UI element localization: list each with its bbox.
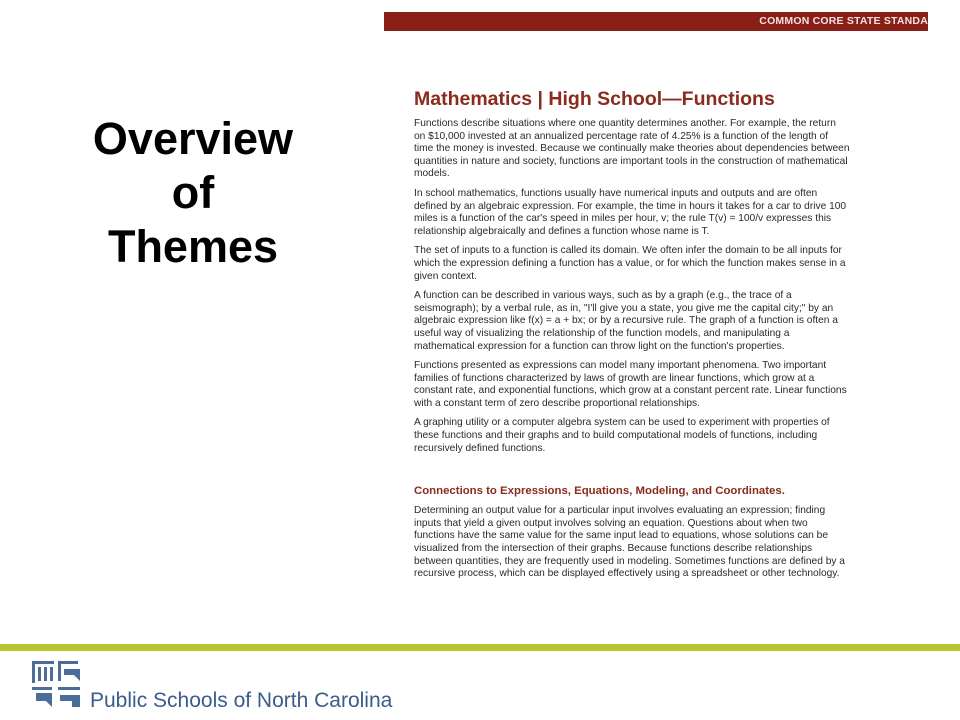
slide-title-line-2: of [171,167,215,218]
document-title: Mathematics | High School—Functions [414,88,775,110]
document-paragraph: A graphing utility or a computer algebra system can be used to experiment with properties of these functions and their graphs and to build computational models of functions, including recursively defined functions. [414,417,830,454]
document-paragraph: In school mathematics, functions usually have numerical inputs and outputs and are often defined by an algebraic expression. For example, the time in hours it takes for a car to drive 100 miles is a function of the car's speed in miles per hour, v; the rule T(v) = 100/v expresses this relationship algebraically and defines a function whose name is T. [414,187,847,237]
slide-title-line-3: Themes [107,221,279,272]
slide-title [70,112,316,274]
footer-rule [0,644,960,651]
document-paragraph: A function can be described in various ways, such as by a graph (e.g., the trace of a seismograph); by a verbal rule, as in, "I'll give you a state, you give me the capital city;" by an algebraic expression like f(x) = a + bx; or by a recursive rule. The graph of a function is often a useful way of visualizing the relationship of the function models, and manipulating a mathematical expression for a function can throw light on the function's properties. [414,290,838,352]
document-paragraph: Functions describe situations where one quantity determines another. For example, the return on $10,000 invested at an annualized percentage rate of 4.25% is a function of the length of time the money is invested. Because we continually make theories about dependencies between quantities in nature and society, functions are important tools in the construction of mathematical models. [414,118,850,180]
organization-name: Public Schools of North Carolina [90,689,393,712]
connections-paragraph: Determining an output value for a particular input involves evaluating an expression; finding inputs that yield a given output involves solving an equation. Questions about when two functions have the same value for the same input lead to equations, whose solutions can be visualized from the intersection of their graphs. Because functions describe relationships between quantities, they are frequently used in modeling. Sometimes functions are defined by a recursive process, which can be displayed effectively using a spreadsheet or other technology. [414,505,845,580]
document-paragraph: Functions presented as expressions can model many important phenomena. Two important families of functions characterized by laws of growth are linear functions, which grow at a constant rate, and exponential functions, which grow at a constant percent rate. Linear functions with a constant term of zero describe proportional relationships. [414,360,847,409]
nc-public-schools-logo-icon [30,659,84,711]
standards-document-excerpt [414,88,850,588]
document-subheading: Connections to Expressions, Equations, Modeling, and Coordinates. [414,485,785,498]
footer [0,651,960,720]
document-header-text: COMMON CORE STATE STANDA [759,15,928,27]
document-header-bar [384,12,928,31]
slide-title-line-1: Overview [92,113,294,164]
document-paragraph: The set of inputs to a function is called its domain. We often infer the domain to be all inputs for which the expression defining a function has a value, or for which the function makes sense in a given context. [414,245,846,282]
